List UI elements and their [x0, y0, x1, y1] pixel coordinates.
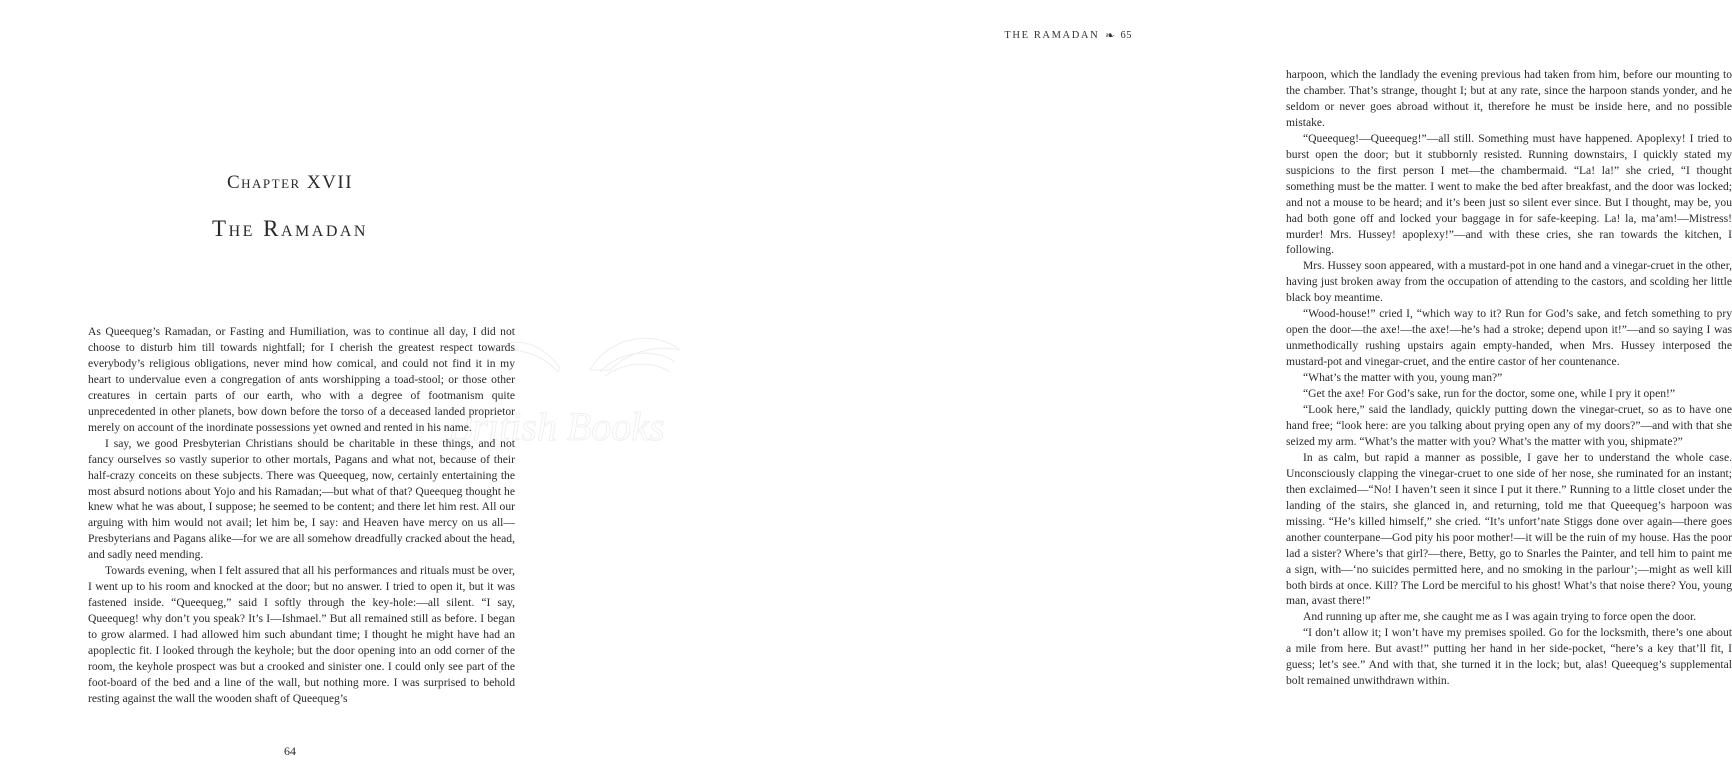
right-page-body — [1286, 67, 1732, 689]
paragraph: “I don’t allow it; I won’t have my premises spoiled. Go for the locksmith, there’s one about a mile from here. But avast!” putting her hand in her side-pocket, “here’s a key that’ll fit, I guess; let’s see.” And with that, she turned it in the lock; but, alas! Queequeg’s supplemental bolt remained unwithdrawn within. — [1286, 626, 1732, 688]
left-page — [0, 0, 600, 782]
paragraph: Towards evening, when I felt assured that all his performances and rituals must be over, I went up to his room and knocked at the door; but no answer. I tried to open it, but it was fastened inside. “Queequeg,” said I softly through the key-hole:—all silent. “I say, Queequeg! why don’t you speak? It’s I—Ishmael.” But all remained still as before. I began to grow alarmed. I had allowed him such abundant time; I thought he might have had an apoplectic fit. I looked through the keyhole; but the door opening into an odd corner of the room, the keyhole prospect was but a crooked and sinister one. I could only see part of the foot-board of the bed and a line of the wall, but nothing more. I was surprised to behold resting against the wall the wooden shaft of Queequeg’s — [88, 564, 515, 705]
paragraph: “Queequeg!—Queequeg!”—all still. Something must have happened. Apoplexy! I tried to burst open the door; but it stubbornly resisted. Running downstairs, I quickly stated my suspicions to the first person I met—the chambermaid. “La! la!” she cried, “I thought something must be the matter. I went to make the bed after breakfast, and the door was locked; and not a mouse to be heard; and it’s been just so silent ever since. But I thought, may be, you had both gone off and locked your baggage in for safe-keeping. La! la, ma’am!—Mistress! murder! Mrs. Hussey! apoplexy!”—and with these cries, she ran towards the kitchen, I following. — [1286, 131, 1732, 257]
left-page-body — [88, 324, 515, 707]
running-head — [1004, 29, 1132, 42]
chapter-number: Chapter XVII — [226, 172, 354, 193]
right-page — [600, 0, 1732, 782]
paragraph: “Look here,” said the landlady, quickly putting down the vinegar-cruet, so as to have one hand free; “look here: are you talking about prying open any of my doors?”—and with that she seized my arm. “What’s the matter with you? What’s the matter with you, shipmate?” — [1286, 403, 1732, 448]
paragraph: “Get the axe! For God’s sake, run for the doctor, some one, while I pry it open!” — [1303, 387, 1676, 401]
paragraph: Mrs. Hussey soon appeared, with a mustard-pot in one hand and a vinegar-cruet in the other, having just broken away from the occupation of attending to the castors, and scolding her little black boy meantime. — [1286, 259, 1732, 305]
paragraph: As Queequeg’s Ramadan, or Fasting and Humiliation, was to continue all day, I did not choose to disturb him till towards nightfall; for I cherish the greatest respect towards everybody’s religious obligations, never mind how comical, and could not find it in my heart to undervalue even a congregation of ants worshipping a toad-stool; or those other creatures in certain parts of our earth, who with a degree of footmanism quite unprecedented in other planets, bow down before the torso of a deceased landed proprietor merely on account of the inordinate possessions yet owned and rented in his name. — [88, 325, 515, 434]
page-number-left: 64 — [284, 744, 296, 758]
chapter-heading — [90, 172, 490, 242]
paragraph: And running up after me, she caught me as I was again trying to force open the door. — [1303, 610, 1697, 624]
fleuron-icon: ❧ — [1105, 30, 1115, 42]
running-head-title: THE RAMADAN — [1004, 30, 1100, 41]
paragraph: In as calm, but rapid a manner as possible, I gave her to understand the whole case. Unconsciously clapping the vinegar-cruet to one side of her nose, she ruminated for an instant; then exclaimed—“No! I haven’t seen it since I put it there.” Running to a little closet under the landing of the stairs, she glanced in, and returning, told me that Queequeg’s harpoon was missing. “He’s killed himself,” she cried. “It’s unfort’nate Stiggs done over again—there goes another counterpane—God pity his poor mother!—it will be the ruin of my house. Has the poor lad a sister? Where’s that girl?—there, Betty, go to Snarles the Painter, and tell him to paint me a sign, with—‘no suicides permitted here, and no smoking in the parlour’;—might as well kill both birds at once. Kill? The Lord be merciful to his ghost! What’s that noise there? You, young man, avast there!” — [1286, 450, 1732, 608]
page-number-right: 65 — [1120, 30, 1132, 41]
watermark-text: British Books — [448, 404, 665, 449]
paragraph: harpoon, which the landlady the evening previous had taken from him, before our mounting to the chamber. That’s strange, thought I; but at any rate, since the harpoon stands yonder, and he seldom or never goes abroad without it, therefore he must be inside here, and no possible mistake. — [1286, 68, 1732, 129]
chapter-title: The Ramadan — [212, 216, 368, 241]
paragraph: “What’s the matter with you, young man?” — [1303, 371, 1503, 385]
paragraph: “Wood-house!” cried I, “which way to it? Run for God’s sake, and fetch something to pry open the door—the axe!—the axe!—he’s had a stroke; depend upon it!”—and so saying I was unmethodically rushing upstairs again empty-handed, when Mrs. Hussey interposed the mustard-pot and vinegar-cruet, and the entire castor of her countenance. — [1286, 307, 1732, 369]
paragraph: I say, we good Presbyterian Christians should be charitable in these things, and not fancy ourselves so vastly superior to other mortals, Pagans and what not, because of their half-crazy conceits on these subjects. There was Queequeg, now, certainly entertaining the most absurd notions about Yojo and his Ramadan;—but what of that? Queequeg thought he knew what he was about, I suppose; he seemed to be content; and there let him rest. All our arguing with him would not avail; let him be, I say: and Heaven have mercy on us all—Presbyterians and Pagans alike—for we are all somehow dreadfully cracked about the head, and sadly need mending. — [88, 436, 515, 562]
